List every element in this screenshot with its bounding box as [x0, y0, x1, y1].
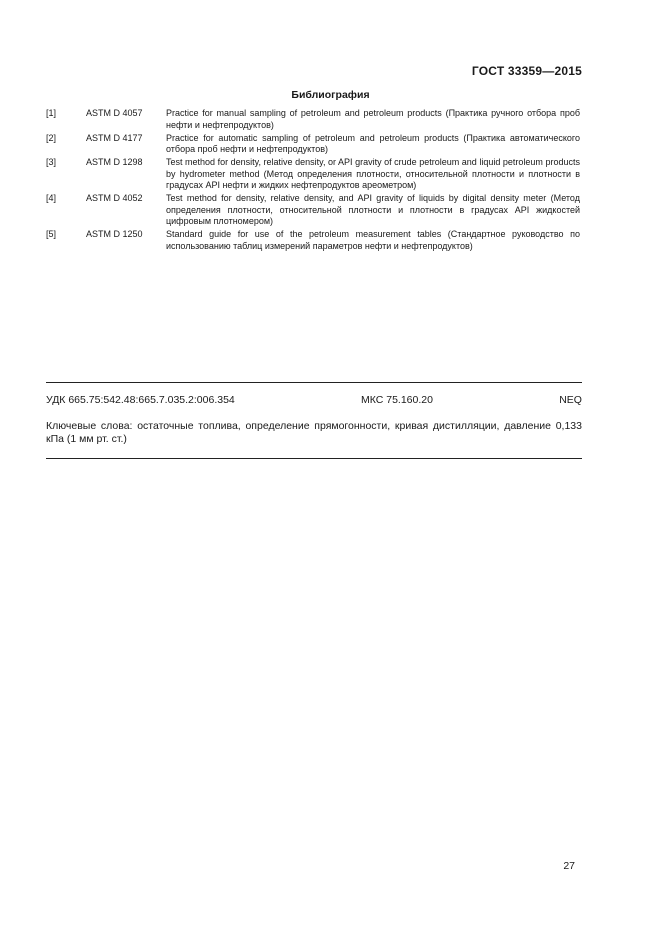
bibliography-entry — [46, 157, 580, 192]
page-number: 27 — [563, 860, 575, 872]
entry-code: ASTM D 4052 — [86, 193, 143, 203]
bibliography-entry — [46, 229, 580, 252]
entry-code: ASTM D 1250 — [86, 229, 143, 239]
standard-number: ГОСТ 33359—2015 — [471, 64, 582, 78]
entry-code: ASTM D 4177 — [86, 132, 143, 143]
entry-text: Test method for density, relative density, and API gravity of liquids by digital density meter (Метод определения плотности, относительной плотности и плотности в градусах API жидкостей цифровым плотномером) — [166, 193, 580, 226]
entry-text: Practice for automatic sampling of petroleum and petroleum products (Практика автоматического отбора проб нефти и нефтепродуктов) — [166, 132, 580, 154]
entry-number: [3] — [46, 157, 57, 167]
bibliography-list — [46, 108, 580, 254]
entry-number: [1] — [46, 108, 57, 118]
udc-code: УДК 665.75:542.48:665.7.035.2:006.354 — [46, 394, 235, 406]
mks-code: МКС 75.160.20 — [361, 394, 433, 406]
entry-number: [4] — [46, 193, 57, 203]
entry-text: Standard guide for use of the petroleum measurement tables (Стандартное руководство по использованию таблиц измерений параметров нефти и нефтепродуктов) — [166, 229, 580, 251]
keywords: Ключевые слова: остаточные топлива, определение прямогонности, кривая дистилляции, давление 0,133 кПа (1 мм рт. ст.) — [46, 420, 582, 445]
equivalence-degree: NEQ — [559, 394, 582, 406]
bibliography-title: Библиография — [291, 89, 370, 101]
entry-code: ASTM D 4057 — [86, 108, 143, 118]
divider-bottom — [46, 458, 582, 459]
divider-top — [46, 382, 582, 383]
entry-code: ASTM D 1298 — [86, 157, 143, 167]
entry-number: [5] — [46, 229, 57, 239]
classification-row — [46, 394, 582, 406]
bibliography-entry — [46, 133, 580, 156]
entry-number: [2] — [46, 132, 57, 143]
entry-text: Practice for manual sampling of petroleum and petroleum products (Практика ручного отбора проб нефти и нефтепродуктов) — [166, 108, 580, 130]
bibliography-entry — [46, 108, 580, 131]
bibliography-entry — [46, 193, 580, 228]
entry-text: Test method for density, relative density, or API gravity of crude petroleum and liquid petroleum products by hydrometer method (Метод определения плотности, относительной плотности и плотности в градусах API нефти и жидких нефтепродуктов ареометром) — [166, 157, 580, 190]
